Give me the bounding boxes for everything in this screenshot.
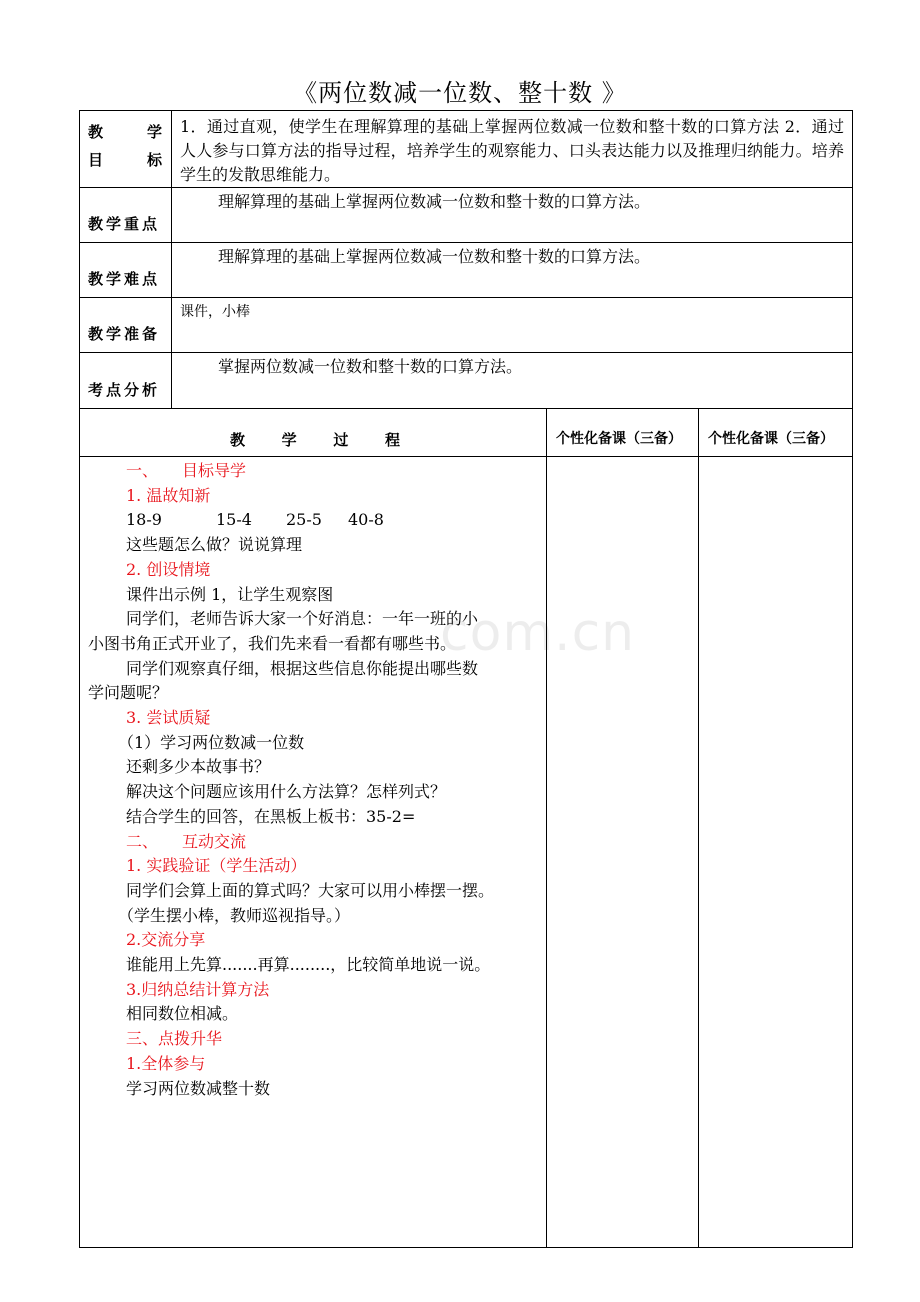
label-difficulty: 教学难点 [80, 243, 172, 297]
process-heading-char: 程 [384, 431, 400, 449]
process-line: 这些题怎么做？说说算理 [126, 535, 303, 555]
process-line: 谁能用上先算.......再算........，比较简单地说一说。 [126, 955, 491, 975]
prep-col-3-heading-cell [698, 409, 852, 456]
label-objective-char: 教 [88, 123, 104, 141]
subsection-heading: 1. 实践验证（学生活动） [126, 856, 307, 876]
column-divider [698, 409, 699, 1247]
page-title: 《两位数减一位数、整十数 》 [293, 79, 627, 107]
process-content [80, 457, 546, 1247]
row-process-header [80, 409, 852, 457]
label-objective-char: 目 [88, 151, 104, 169]
process-line: 相同数位相减。 [126, 1004, 239, 1024]
process-line: 小图书角正式开业了，我们先来看一看都有哪些书。 [88, 633, 457, 653]
process-line: 课件出示例 1，让学生观察图 [126, 584, 334, 604]
prep-col-2-heading: 个性化备课（三备） [556, 431, 682, 447]
process-line: 解决这个问题应该用什么方法算？怎样列式？ [126, 782, 447, 802]
process-heading-char: 学 [281, 431, 297, 449]
section-heading: 一、 目标导学 [126, 461, 247, 480]
watermark: com.cn [440, 603, 636, 663]
process-heading-char: 教 [230, 431, 246, 449]
label-preparation: 教学准备 [80, 298, 172, 352]
process-heading-cell [80, 409, 546, 456]
row-objective [80, 111, 852, 188]
prep-col-2-heading-cell [546, 409, 698, 456]
subsection-heading: 2.交流分享 [126, 930, 206, 950]
section-heading: 二、 互动交流 [126, 831, 247, 851]
section-heading: 三、点拨升华 [126, 1029, 223, 1049]
difficulty-text: 理解算理的基础上掌握两位数减一位数和整十数的口算方法。 [218, 247, 651, 266]
row-exam-analysis [80, 353, 852, 409]
subsection-heading: 1. 温故知新 [126, 485, 211, 505]
subsection-heading: 3. 尝试质疑 [126, 708, 211, 728]
process-line: （1）学习两位数减一位数 [118, 732, 305, 752]
label-objective [80, 111, 172, 187]
process-line: 同学们，老师告诉大家一个好消息：一年一班的小 [126, 609, 479, 629]
process-line: 同学们观察真仔细，根据这些信息你能提出哪些数 [126, 658, 479, 678]
process-heading-char: 过 [333, 431, 349, 449]
review-problem: 40-8 [348, 510, 384, 530]
objective-text: 1．通过直观，使学生在理解算理的基础上掌握两位数减一位数和整十数的口算方法 2．通过人人参与口算方法的指导过程，培养学生的观察能力、口头表达能力以及推理归纳能力。培养学生的发散思维能力。 [180, 117, 844, 184]
row-difficulty [80, 243, 852, 298]
label-exam-analysis: 考点分析 [80, 353, 172, 408]
column-divider [546, 409, 547, 1247]
review-problem: 15-4 [216, 510, 252, 530]
review-problems [88, 508, 540, 533]
label-key-point: 教学重点 [80, 188, 172, 242]
preparation-text: 课件，小棒 [180, 304, 250, 320]
process-heading [230, 429, 400, 450]
review-problem: 25-5 [286, 510, 322, 530]
label-objective-char: 学 [146, 123, 162, 141]
subsection-heading: 2. 创设情境 [126, 559, 211, 579]
lesson-plan-table [79, 110, 853, 1248]
review-problem: 18-9 [126, 510, 162, 530]
key-point-text: 理解算理的基础上掌握两位数减一位数和整十数的口算方法。 [218, 192, 651, 211]
label-objective-char: 标 [146, 151, 162, 169]
process-line: 结合学生的回答，在黑板上板书：35-2= [126, 806, 416, 826]
subsection-heading: 3.归纳总结计算方法 [126, 979, 270, 999]
process-line: （学生摆小棒，教师巡视指导。） [118, 905, 351, 925]
process-line: 同学们会算上面的算式吗？大家可以用小棒摆一摆。 [126, 880, 495, 900]
subsection-heading: 1.全体参与 [126, 1053, 206, 1073]
row-preparation [80, 298, 852, 353]
process-line: 还剩多少本故事书？ [126, 757, 271, 777]
exam-analysis-text: 掌握两位数减一位数和整十数的口算方法。 [218, 357, 523, 376]
process-line: 学问题呢？ [88, 683, 169, 703]
row-key-point [80, 188, 852, 243]
prep-col-3-heading: 个性化备课（三备） [708, 431, 834, 447]
process-line: 学习两位数减整十数 [126, 1078, 271, 1098]
